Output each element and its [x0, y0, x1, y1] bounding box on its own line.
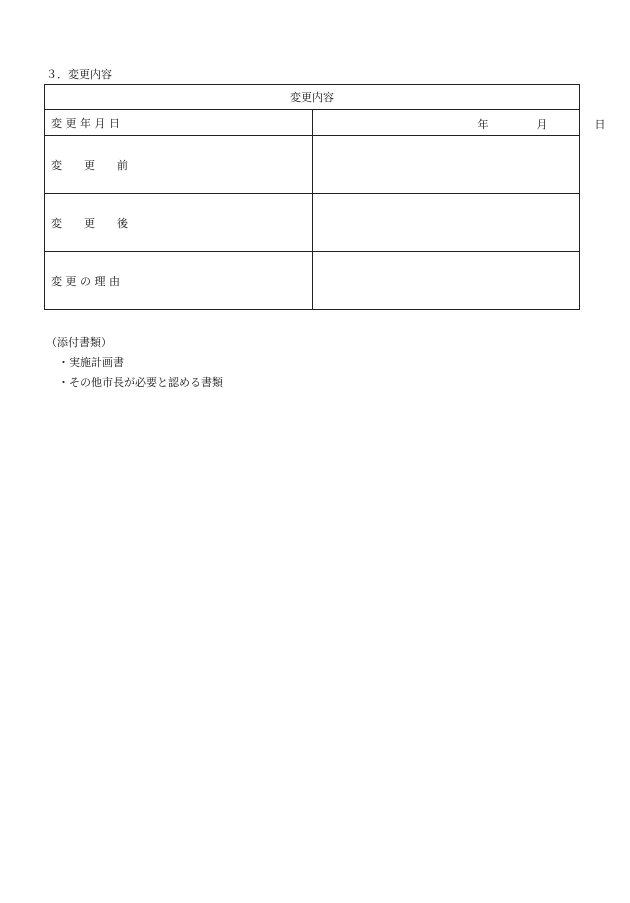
change-date-label: 変 更 年 月 日	[45, 110, 313, 136]
change-reason-label: 変 更 の 理 由	[45, 252, 313, 310]
section-title: ３．変更内容	[46, 68, 112, 81]
table-header: 変更内容	[45, 85, 580, 110]
before-change-field[interactable]	[312, 136, 580, 194]
attachments-list	[58, 353, 223, 393]
after-change-label: 変 更 後	[45, 194, 313, 252]
before-change-label: 変 更 前	[45, 136, 313, 194]
list-item: ・その他市長が必要と認める書類	[58, 376, 223, 389]
month-label: 月	[536, 118, 548, 131]
change-details-table	[44, 84, 606, 310]
after-change-field[interactable]	[312, 194, 580, 252]
change-reason-field[interactable]	[312, 252, 580, 310]
list-item: ・実施計画書	[58, 356, 124, 369]
change-date-field[interactable]	[312, 110, 606, 136]
attachments-title: （添付書類）	[46, 336, 112, 349]
day-label: 日	[594, 118, 606, 131]
year-label: 年	[477, 118, 489, 131]
